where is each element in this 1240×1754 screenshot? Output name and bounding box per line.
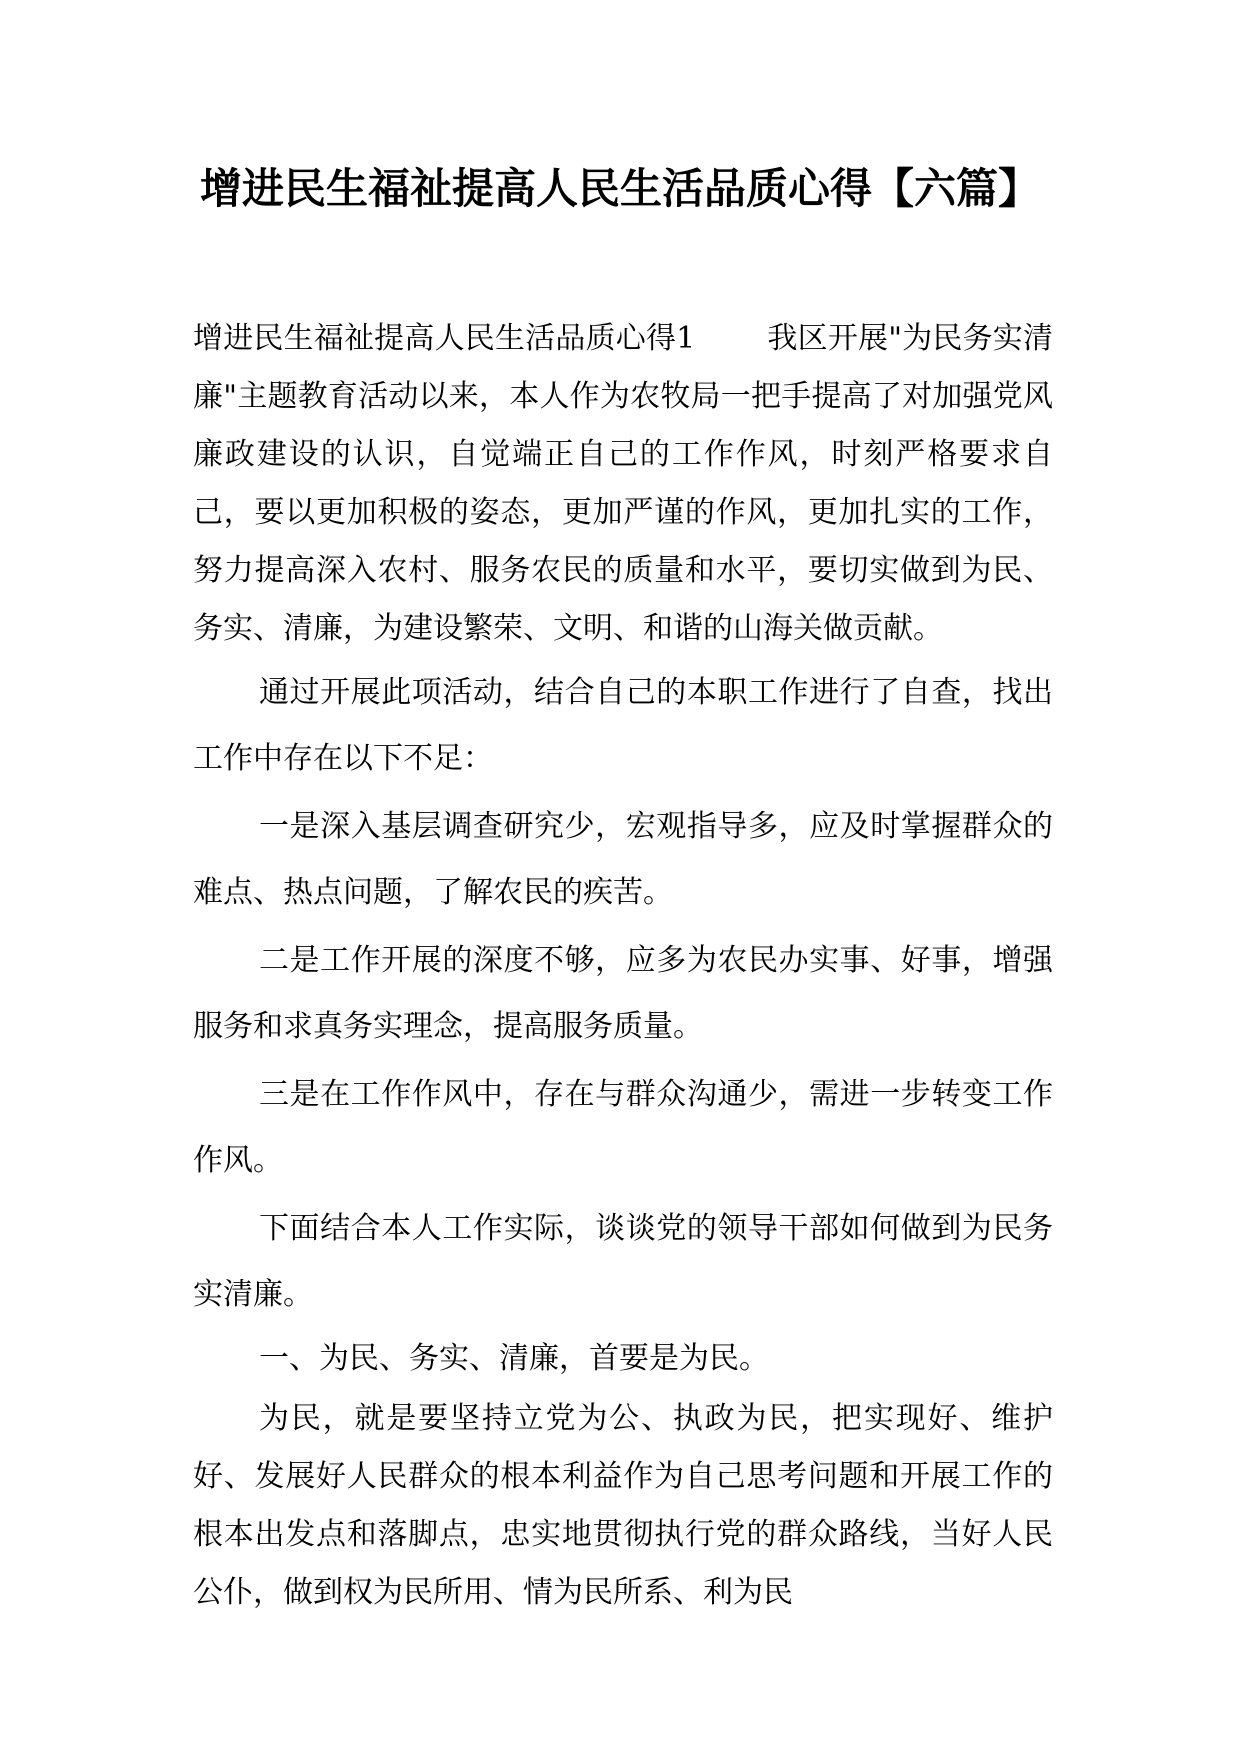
section-heading: 增进民生福祉提高人民生活品质心得1 (193, 321, 696, 356)
paragraph-8: 为民，就是要坚持立党为公、执政为民，把实现好、维护好、发展好人民群众的根本利益作为自己思考问题和开展工作的根本出发点和落脚点，忠实地贯彻执行党的群众路线，当好人民公仆，做到权为民所用、情为民所系、利为民 (193, 1401, 1053, 1610)
document-title: 增进民生福祉提高人民生活品质心得【六篇】 (199, 164, 1040, 213)
paragraph-text: 我区开展"为民务实清廉"主题教育活动以来，本人作为农牧局一把手提高了对加强党风廉政建设的认识，自觉端正自己的工作作风，时刻严格要求自己，要以更加积极的姿态，更加严谨的作风，更加扎实的工作，努力提高深入农村、服务农民的质量和水平，要切实做到为民、务实、清廉，为建设繁荣、文明、和谐的山海关做贡献。 (193, 321, 1053, 646)
paragraph-2: 通过开展此项活动，结合自己的本职工作进行了自查，找出工作中存在以下不足： (193, 675, 1053, 776)
document-body (193, 310, 1053, 1622)
paragraph-1 (193, 310, 1053, 658)
paragraph-7: 一、为民、务实、清廉，首要是为民。 (259, 1341, 769, 1376)
paragraph-4: 二是工作开展的深度不够，应多为农民办实事、好事，增强服务和求真务实理念，提高服务质量。 (193, 943, 1053, 1044)
paragraph-5: 三是在工作作风中，存在与群众沟通少，需进一步转变工作作风。 (193, 1077, 1053, 1178)
paragraph-6: 下面结合本人工作实际，谈谈党的领导干部如何做到为民务实清廉。 (193, 1211, 1053, 1312)
paragraph-3: 一是深入基层调查研究少，宏观指导多，应及时掌握群众的难点、热点问题，了解农民的疾苦。 (193, 809, 1053, 910)
